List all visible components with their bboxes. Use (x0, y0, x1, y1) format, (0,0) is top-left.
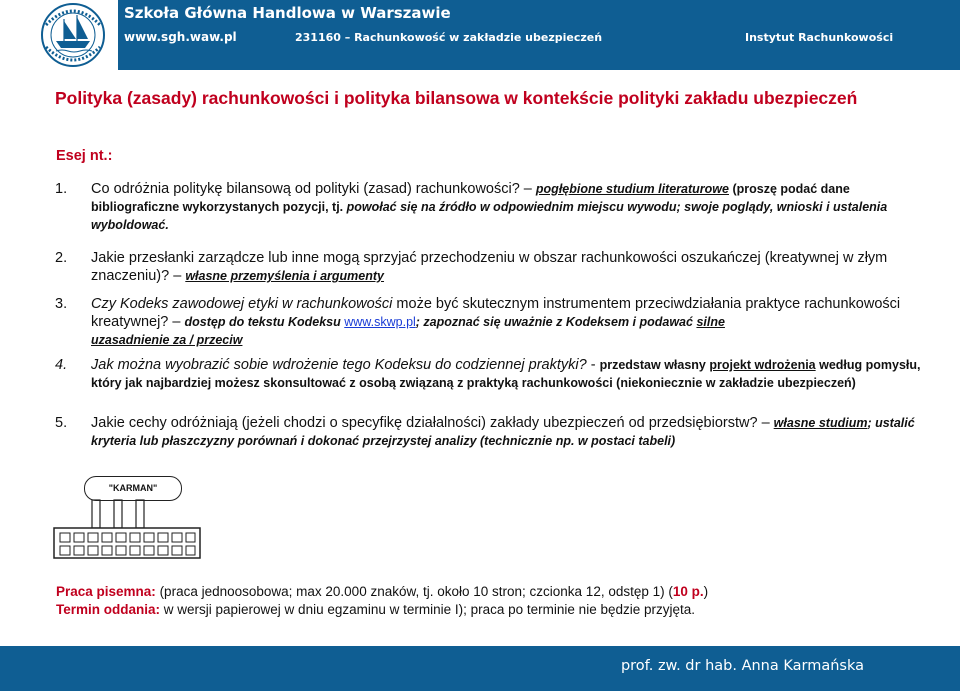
item-note: ; ustalić kryteria lub płaszczyzny porównań i dokonać przejrzystej analizy (technicznie np. w postaci tabeli) (91, 416, 915, 448)
deadline-line (56, 601, 695, 618)
website-link[interactable]: www.sgh.waw.pl (124, 30, 237, 44)
item-question-italic: Jak można wyobrazić sobie wdrożenie tego Kodeksu do codziennej praktyki? (91, 357, 587, 373)
institute-name: Instytut Rachunkowości (745, 31, 894, 44)
list-item (55, 249, 935, 285)
header-bar (0, 0, 960, 70)
list-item (55, 295, 935, 349)
written-work-line (56, 583, 708, 600)
close-paren: ) (703, 584, 709, 599)
item-number: 5. (55, 415, 68, 431)
dash: – (169, 268, 186, 284)
dash: – (757, 415, 774, 431)
page-count: 10 p. (672, 584, 704, 599)
logo-area (0, 0, 118, 70)
written-work-label: Praca pisemna: (56, 584, 156, 599)
list-item (55, 180, 935, 234)
item-number: 2. (55, 250, 68, 266)
item-question: Jakie cechy odróżniają (jeżeli chodzi o specyfikę działalności) zakłady ubezpieczeń od przedsiębiorstw? (91, 415, 758, 431)
written-work-text: (praca jednoosobowa; max 20.000 znaków, tj. około 10 stron; czcionka 12, odstęp 1) ( (155, 584, 673, 599)
list-item (55, 356, 935, 392)
item-question: może być skutecznym instrumentem przeciwdziałania praktyce rachunkowości kreatywnej? (91, 296, 901, 330)
school-name: Szkoła Główna Handlowa w Warszawie (124, 4, 451, 22)
dash: – (168, 314, 185, 330)
sgh-seal-logo (32, 1, 114, 69)
item-note-underline: własne studium (773, 416, 868, 430)
item-question-italic: Czy Kodeks zawodowej etyki w rachunkowości (91, 296, 393, 312)
karman-label: "KARMAN" (84, 476, 182, 501)
item-note: przedstaw własny (599, 358, 710, 372)
essay-label: Esej nt.: (56, 148, 113, 164)
deadline-text: w wersji papierowej w dniu egzaminu w terminie I); praca po terminie nie będzie przyjęta. (160, 602, 696, 617)
kodeks-link[interactable]: www.skwp.pl (344, 315, 416, 329)
item-note-underline: własne przemyślenia i argumenty (185, 269, 385, 283)
item-note: dostęp do tekstu Kodeksu (184, 315, 345, 329)
footer-bar (0, 646, 960, 691)
item-question: Jakie przesłanki zarządcze lub inne mogą sprzyjać przechodzeniu w obszar rachunkowości oszukańczej (kreatywnej w złym znaczeniu)? (91, 250, 888, 284)
list-item (55, 414, 935, 450)
page-title: Polityka (zasady) rachunkowości i polityka bilansowa w kontekście polityki zakładu ubezpieczeń (55, 88, 858, 108)
dash: – (519, 181, 536, 197)
course-name: 231160 – Rachunkowość w zakładzie ubezpieczeń (295, 31, 603, 44)
item-note-underline: uzasadnienie za / przeciw (91, 333, 243, 347)
item-note: według pomysłu, który jak najbardziej możesz skonsultować z osobą związaną z praktyką rachunkowości (niekoniecznie w zakładzie ubezpieczeń) (91, 358, 921, 390)
item-number: 1. (55, 181, 68, 197)
deadline-label: Termin oddania: (56, 602, 161, 617)
item-note: ; zapoznać się uważnie z Kodeksem i podawać (415, 315, 697, 329)
item-note-underline: projekt wdrożenia (709, 358, 816, 372)
item-note-underline: pogłębione studium literaturowe (535, 182, 729, 196)
item-note-underline: silne (696, 315, 725, 329)
item-question: Co odróżnia politykę bilansową od polityki (zasad) rachunkowości? (91, 181, 520, 197)
item-note-italic: powołać się na źródło w odpowiednim miejscu wywodu; swoje poglądy, wnioski i ustalenia wyboldować. (91, 200, 888, 232)
item-number: 3. (55, 296, 68, 312)
item-number: 4. (55, 357, 68, 373)
dash: - (586, 357, 600, 373)
item-note: (proszę podać dane bibliograficzne wykorzystanych pozycji, tj. (91, 182, 850, 214)
author-name: prof. zw. dr hab. Anna Karmańska (620, 658, 864, 674)
